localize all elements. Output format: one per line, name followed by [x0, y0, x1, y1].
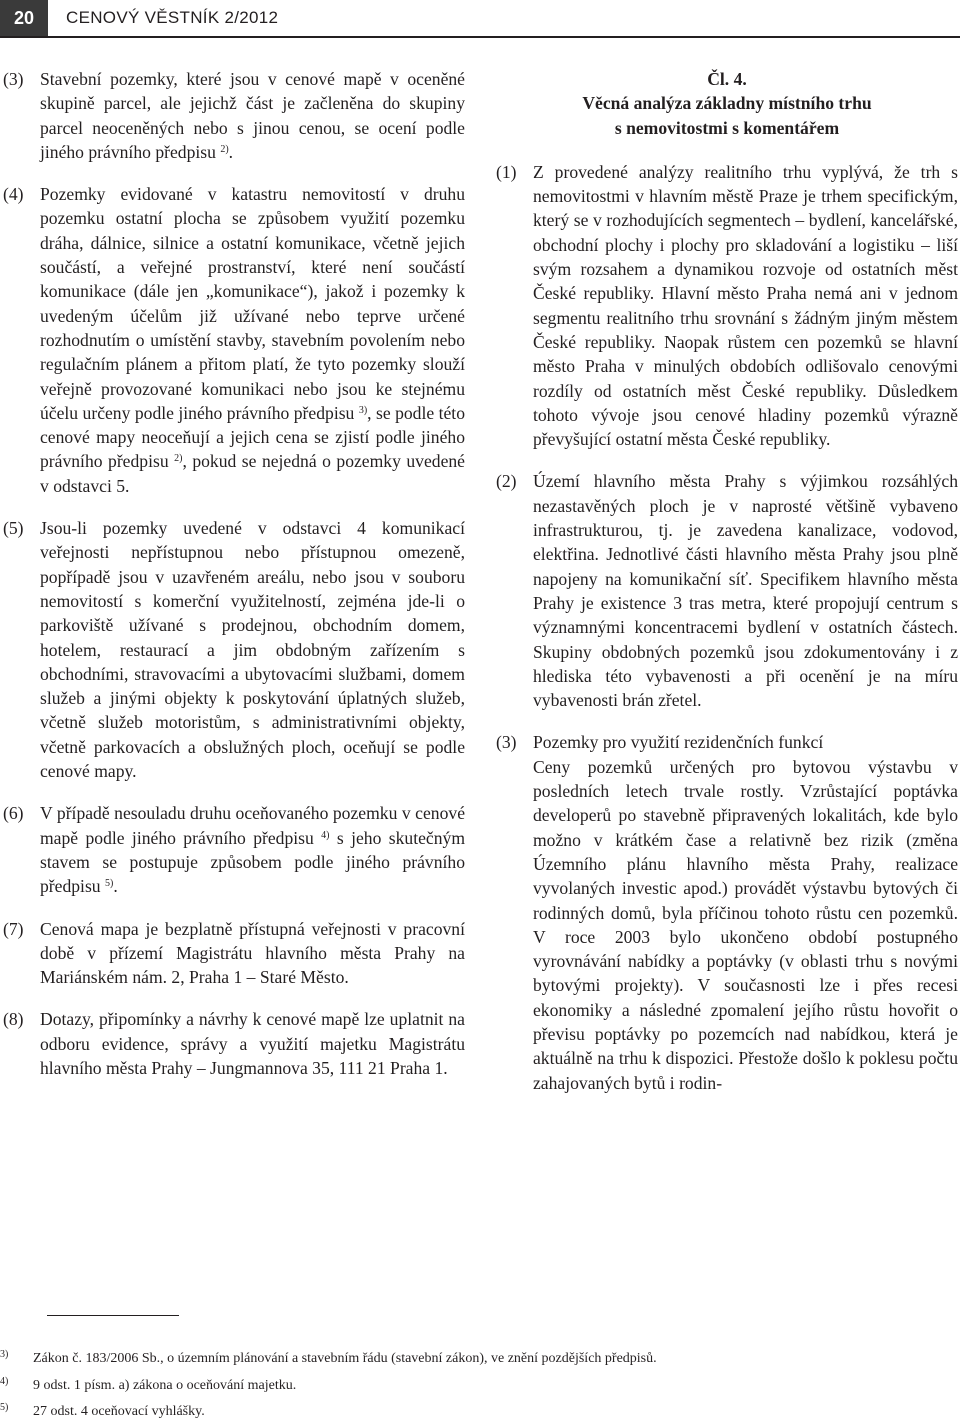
paragraph-number: (6) [3, 803, 24, 824]
paragraph-8 [3, 1007, 465, 1080]
paragraph-6 [3, 801, 465, 898]
paragraph-number: (3) [3, 69, 24, 89]
paragraph-text: V případě nesouladu druhu oceňovaného pozemku v cenové mapě podle jiného právního předpisu $^{4)}$ s jeho skutečným stavem se postupuje způsobem podle jiného právního předpisu $^{5)}$. [40, 803, 465, 897]
footnote-separator [47, 1315, 179, 1316]
footnote-number: 3) [0, 1349, 9, 1360]
footnote-ref: 3) [358, 404, 368, 416]
footnote-ref: 2) [220, 143, 229, 155]
paragraph-number: (2) [496, 471, 517, 492]
footnote-number: 5) [0, 1402, 9, 1413]
article-heading [496, 67, 958, 140]
footnote-text: 27 odst. 4 oceňovací vyhlášky. [33, 1404, 205, 1419]
paragraph-text: Ceny pozemků určených pro bytovou výstavbu v posledních letech trvale rostly. Vzrůstající poptávka developerů po stavebně připravených lokalitách, kde bylo možno v krátkém čase a relativně bez rizik (změna Územního plánu hlavního města Prahy, realizace vyvolaných investic apod.) provádět výstavbu bytových či rodinných domů, byla příčinou tohoto růstu cen pozemků. V roce 2003 bylo ukončeno období postupného vyrovnávání nabídky a poptávky (v oblasti trhu s novými bytovými projekty). V současnosti lze i přes recesi ekonomiky a následné zpomalení jejího růstu hovořit o převisu poptávky po pozemcích nad nabídkou, která je aktuálně na trhu k dispozici. Přestože došlo k poklesu počtu zahajovaných bytů i rodin- [533, 756, 958, 1093]
left-column [3, 67, 465, 1098]
paragraph-3 [3, 67, 465, 164]
paragraph-text: Cenová mapa je bezplatně přístupná veřejnosti v pracovní době v přízemí Magistrátu hlavního města Prahy na Mariánském nám. 2, Praha 1 – Staré Město. [40, 918, 465, 988]
page-number: 20 [0, 0, 48, 36]
footnote-ref: 4) [321, 829, 330, 841]
footnote-number: 4) [0, 1376, 9, 1387]
paragraph-text: Území hlavního města Prahy s výjimkou rozsáhlých nezastavěných ploch je v naprosté většině vybaveno infrastrukturou, tj. je zavedena kanalizace, vodovod, elektřina. Jednotlivé části hlavního města Prahy jsou plně napojeny na komunikační síť. Specifikem hlavního města Prahy je existence 3 tras metra, které propojují centrum s významnými koncentracemi bydlení v ostatních částech. Skupiny obdobných pozemků jsou zdokumentovány i z hlediska této vybavenosti a při ocenění je na míru vybavenosti brán zřetel. [533, 471, 958, 711]
paragraph-subtitle: Pozemky pro využití rezidenčních funkcí [533, 732, 824, 753]
heading-line-2: s nemovitostmi s komentářem [614, 117, 840, 138]
right-column [496, 67, 958, 1113]
paragraph-4 [3, 182, 465, 498]
page-header [0, 0, 960, 38]
analysis-paragraph-1 [496, 160, 958, 452]
journal-title: CENOVÝ VĚSTNÍK 2/2012 [66, 8, 279, 27]
paragraph-number: (4) [3, 184, 24, 205]
footnote-text: Zákon č. 183/2006 Sb., o územním plánování a stavebním řádu (stavební zákon), ve znění pozdějších předpisů. [33, 1351, 657, 1366]
paragraph-number: (5) [3, 518, 24, 539]
paragraph-text: Pozemky evidované v katastru nemovitostí v druhu pozemku ostatní plocha se způsobem využití pozemku dráha, dálnice, silnice a ostatní komunikace, včetně jejich součástí, a veřejné prostranství, které není součástí komunikace (dále jen „komunikace“), jakož i pozemky k uvedeným účelům již užívané nebo teprve určené rozhodnutím o umístění stavby, stavebním povolením nebo regulačním plánem a přitom platí, že tyto pozemky slouží veřejně provozované komunikaci nebo jsou ke stejnému účelu určeny podle jiného právního předpisu $^{3)}$, se podle této cenové mapy neoceňují a jejich cena se zjistí podle jiného právního předpisu $^{2)}$, pokud se nejedná o pozemky uvedené v odstavci 5. [40, 184, 465, 496]
analysis-paragraph-3 [496, 730, 958, 1094]
heading-line-1: Věcná analýza základny místního trhu [582, 93, 872, 114]
analysis-paragraph-2 [496, 469, 958, 712]
paragraph-text: Z provedené analýzy realitního trhu vyplývá, že trh s nemovitostmi v hlavním městě Praze je trhem specifickým, který se v rozhodujících segmentech – bydlení, kancelářské, obchodní plochy i plochy pro skladování a logistiku – liší svým rozsahem a dynamikou rozvoje od ostatních měst České republiky. Hlavní město Praha nemá ani v jednom segmentu realitního trhu srovnání s žádným jiným městem České republiky. Naopak růstem cen pozemků se hlavní město Praha v minulých obdobích odlišovalo cenovými rozdíly od ostatních měst České republiky. Důsledkem tohoto vývoje jsou cenové hladiny pozemků výrazně převyšující ostatní města České republiky. [533, 161, 958, 450]
footnote-ref: 2) [174, 453, 183, 465]
paragraph-number: (3) [496, 732, 517, 753]
paragraph-text: Stavební pozemky, které jsou v cenové mapě v oceněné skupině parcel, ale jejichž část je začleněna do skupiny parcel neoceněných nebo s jinou cenou, se ocení podle jiného právního předpisu $^{2)}$. [40, 69, 465, 162]
paragraph-number: (8) [3, 1009, 24, 1030]
paragraph-7 [3, 917, 465, 990]
paragraph-text: Jsou-li pozemky uvedené v odstavci 4 komunikací veřejnosti nepřístupnou nebo přístupnou omezeně, popřípadě jsou v uzavřeném areálu, nebo jsou v souboru nemovitostí s komerční využitelností, zejména jde-li o parkoviště užívané s prodejnou, obchodním domem, hotelem, restaurací a jim obdobným zařízením s obchodními, stravovacími a ubytovacími službami, domem služeb a jinými objekty k poskytování úplatných služeb, včetně služeb motoristům, s administrativními objekty, včetně parkovacích a obslužných ploch, oceňují se podle cenové mapy. [40, 518, 465, 782]
footnote-text: 9 odst. 1 písm. a) zákona o oceňování majetku. [33, 1378, 297, 1393]
article-number: Čl. 4. [707, 69, 747, 89]
paragraph-number: (1) [496, 161, 517, 182]
footnote-ref: 5) [105, 878, 114, 890]
paragraph-text: Dotazy, připomínky a návrhy k cenové mapě lze uplatnit na odboru evidence, správy a využití majetku Magistrátu hlavního města Prahy – Jungmannova 35, 111 21 Praha 1. [40, 1009, 465, 1078]
paragraph-number: (7) [3, 918, 24, 939]
paragraph-5 [3, 516, 465, 783]
